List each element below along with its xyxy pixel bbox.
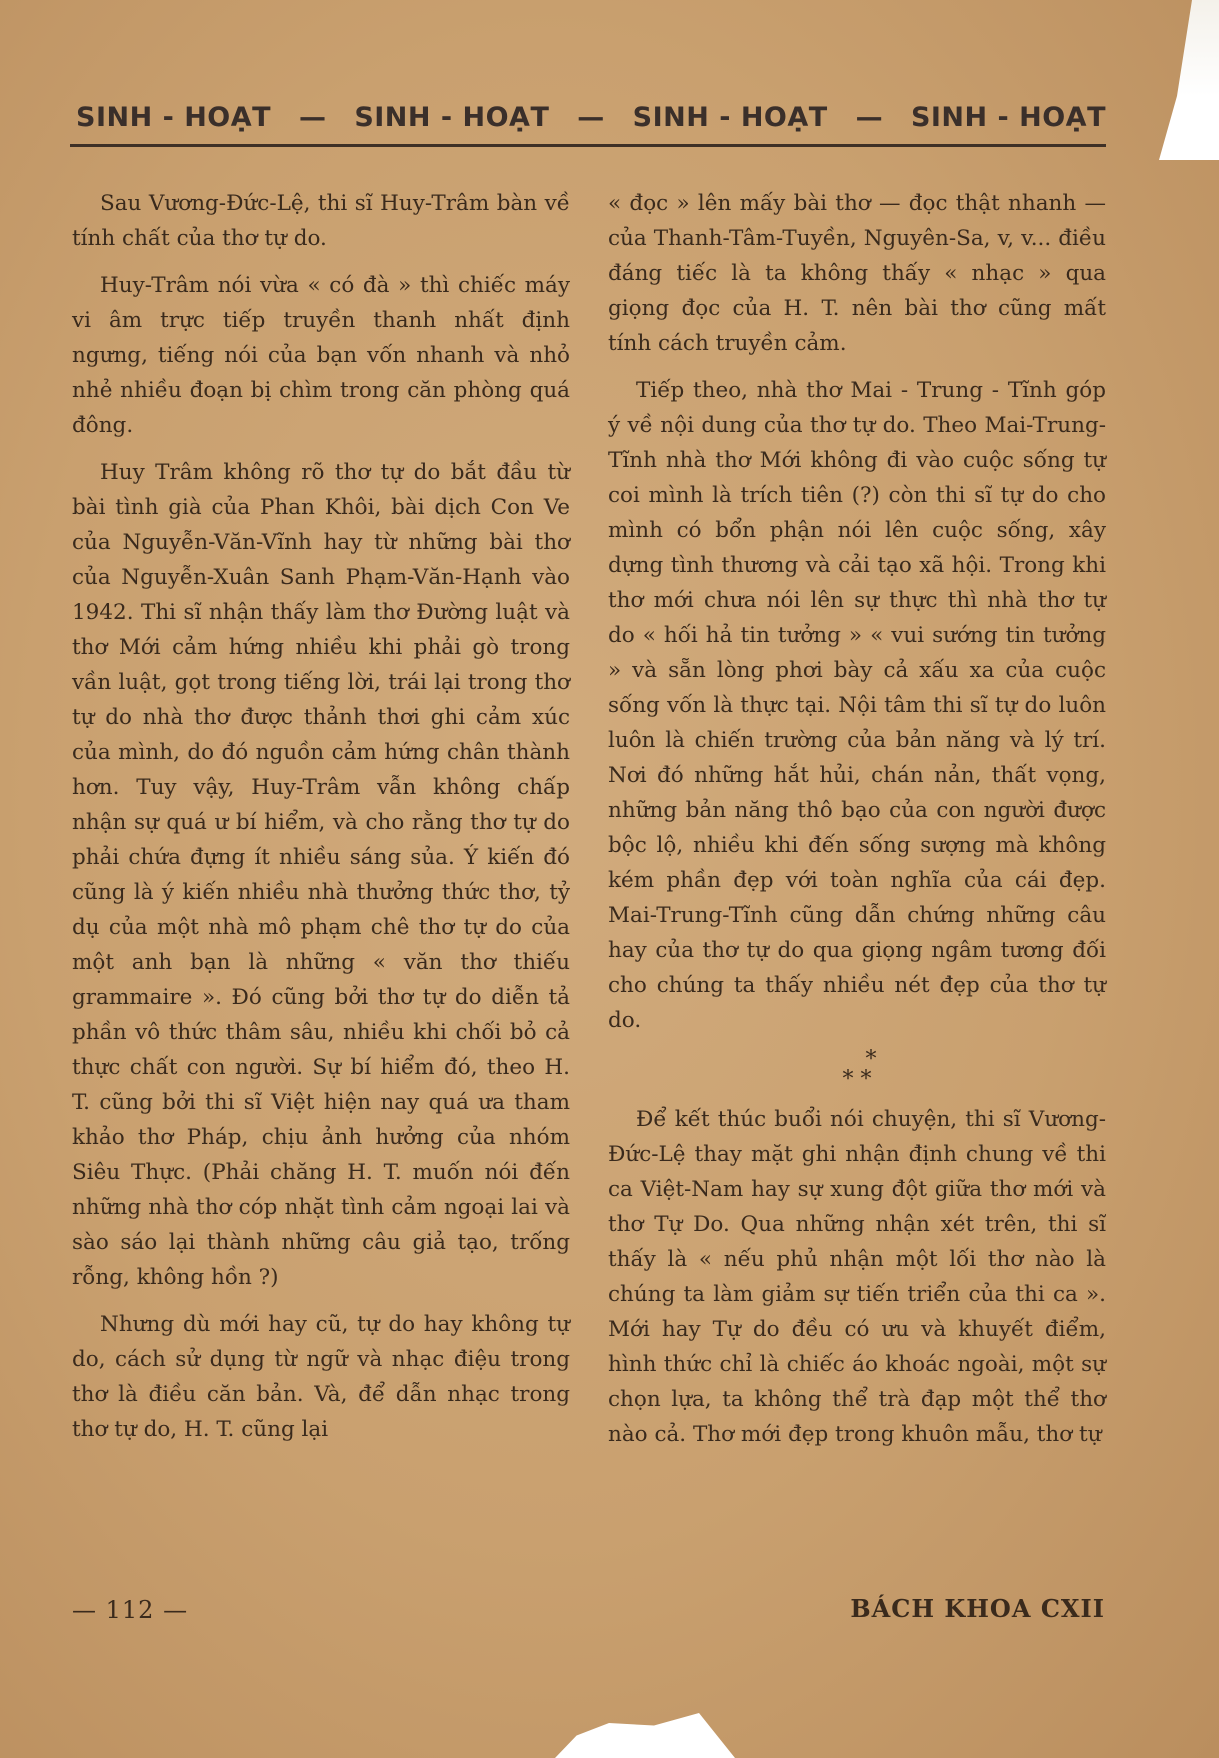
header-item: SINH - HOẠT <box>76 102 272 133</box>
right-column <box>608 186 1106 1464</box>
journal-name: BÁCH KHOA CXII <box>850 1594 1105 1623</box>
torn-bottom-edge <box>555 1708 735 1758</box>
paragraph: Sau Vương-Đức-Lệ, thi sĩ Huy-Trâm bàn về tính chất của thơ tự do. <box>72 191 570 251</box>
paragraph: « đọc » lên mấy bài thơ — đọc thật nhanh — của Thanh-Tâm-Tuyền, Nguyên-Sa, v, v... điều đáng tiếc là ta không thấy « nhạc » qua giọng đọc của H. T. nên bài thơ cũng mất tính cách truyền cảm. <box>608 191 1106 356</box>
header-dash: — <box>855 102 884 133</box>
paragraph: Để kết thúc buổi nói chuyện, thi sĩ Vương-Đức-Lệ thay mặt ghi nhận định chung về thi ca Việt-Nam hay sự xung đột giữa thơ mới và thơ Tự Do. Qua những nhận xét trên, thi sĩ thấy là « nếu phủ nhận một lối thơ nào là chúng ta làm giảm sự tiến triển của thi ca ». Mới hay Tự do đều có ưu và khuyết điểm, hình thức chỉ là chiếc áo khoác ngoài, một sự chọn lựa, ta không thể trà đạp một thể thơ nào cả. Thơ mới đẹp trong khuôn mẫu, thơ tự <box>608 1107 1106 1447</box>
running-header <box>76 102 1106 133</box>
header-item: SINH - HOẠT <box>910 102 1106 133</box>
header-dash: — <box>577 102 605 133</box>
header-rule <box>70 144 1106 147</box>
page-number: — 112 — <box>72 1596 189 1624</box>
header-item: SINH - HOẠT <box>632 102 828 133</box>
section-break-asterisks: * * * <box>842 1047 877 1092</box>
left-column <box>72 186 570 1459</box>
header-item: SINH - HOẠT <box>354 102 550 133</box>
header-dash: — <box>298 102 327 133</box>
torn-corner <box>1159 0 1219 160</box>
paragraph: Huy Trâm không rõ thơ tự do bắt đầu từ bài tình già của Phan Khôi, bài dịch Con Ve của Nguyễn-Văn-Vĩnh hay từ những bài thơ của Nguyễn-Xuân Sanh Phạm-Văn-Hạnh vào 1942. Thi sĩ nhận thấy làm thơ Đường luật và thơ Mới cảm hứng nhiều khi phải gò trong vần luật, gọt trong tiếng lời, trái lại trong thơ tự do nhà thơ được thảnh thơi ghi cảm xúc của mình, do đó nguồn cảm hứng chân thành hơn. Tuy vậy, Huy-Trâm vẫn không chấp nhận sự quá ư bí hiểm, và cho rằng thơ tự do phải chứa đựng ít nhiều sáng sủa. Ý kiến đó cũng là ý kiến nhiều nhà thưởng thức thơ, tỷ dụ của một nhà mô phạm chê thơ tự do của một anh bạn là những « văn thơ thiếu grammaire ». Đó cũng bởi thơ tự do diễn tả phần vô thức thâm sâu, nhiều khi chối bỏ cả thực chất con người. Sự bí hiểm đó, theo H. T. cũng bởi thi sĩ Việt hiện nay quá ưa tham khảo thơ Pháp, chịu ảnh hưởng của nhóm Siêu Thực. (Phải chăng H. T. muốn nói đến những nhà thơ cóp nhặt tình cảm ngoại lai và sào sáo lại thành những câu giả tạo, trống rỗng, không hồn ?) <box>72 460 570 1290</box>
paragraph: Huy-Trâm nói vừa « có đà » thì chiếc máy vi âm trực tiếp truyền thanh nhất định ngưng, tiếng nói của bạn vốn nhanh và nhỏ nhẻ nhiều đoạn bị chìm trong căn phòng quá đông. <box>72 273 570 438</box>
paragraph: Tiếp theo, nhà thơ Mai - Trung - Tĩnh góp ý về nội dung của thơ tự do. Theo Mai-Trung-Tĩnh nhà thơ Mới không đi vào cuộc sống tự coi mình là trích tiên (?) còn thi sĩ tự do cho mình có bổn phận nói lên cuộc sống, xây dựng tình thương và cải tạo xã hội. Trong khi thơ mới chưa nói lên sự thực thì nhà thơ tự do « hối hả tin tưởng » « vui sướng tin tưởng » và sẵn lòng phơi bày cả xấu xa của cuộc sống vốn là thực tại. Nội tâm thi sĩ tự do luôn luôn là chiến trường của bản năng và lý trí. Nơi đó những hắt hủi, chán nản, thất vọng, những bản năng thô bạo của con người được bộc lộ, nhiều khi đến sống sượng mà không kém phần đẹp với toàn nghĩa của cái đẹp. Mai-Trung-Tĩnh cũng dẫn chứng những câu hay của thơ tự do qua giọng ngâm tương đối cho chúng ta thấy nhiều nét đẹp của thơ tự do. <box>608 378 1106 1033</box>
paragraph: Nhưng dù mới hay cũ, tự do hay không tự do, cách sử dụng từ ngữ và nhạc điệu trong thơ là điều căn bản. Và, để dẫn nhạc trong thơ tự do, H. T. cũng lại <box>72 1312 570 1442</box>
